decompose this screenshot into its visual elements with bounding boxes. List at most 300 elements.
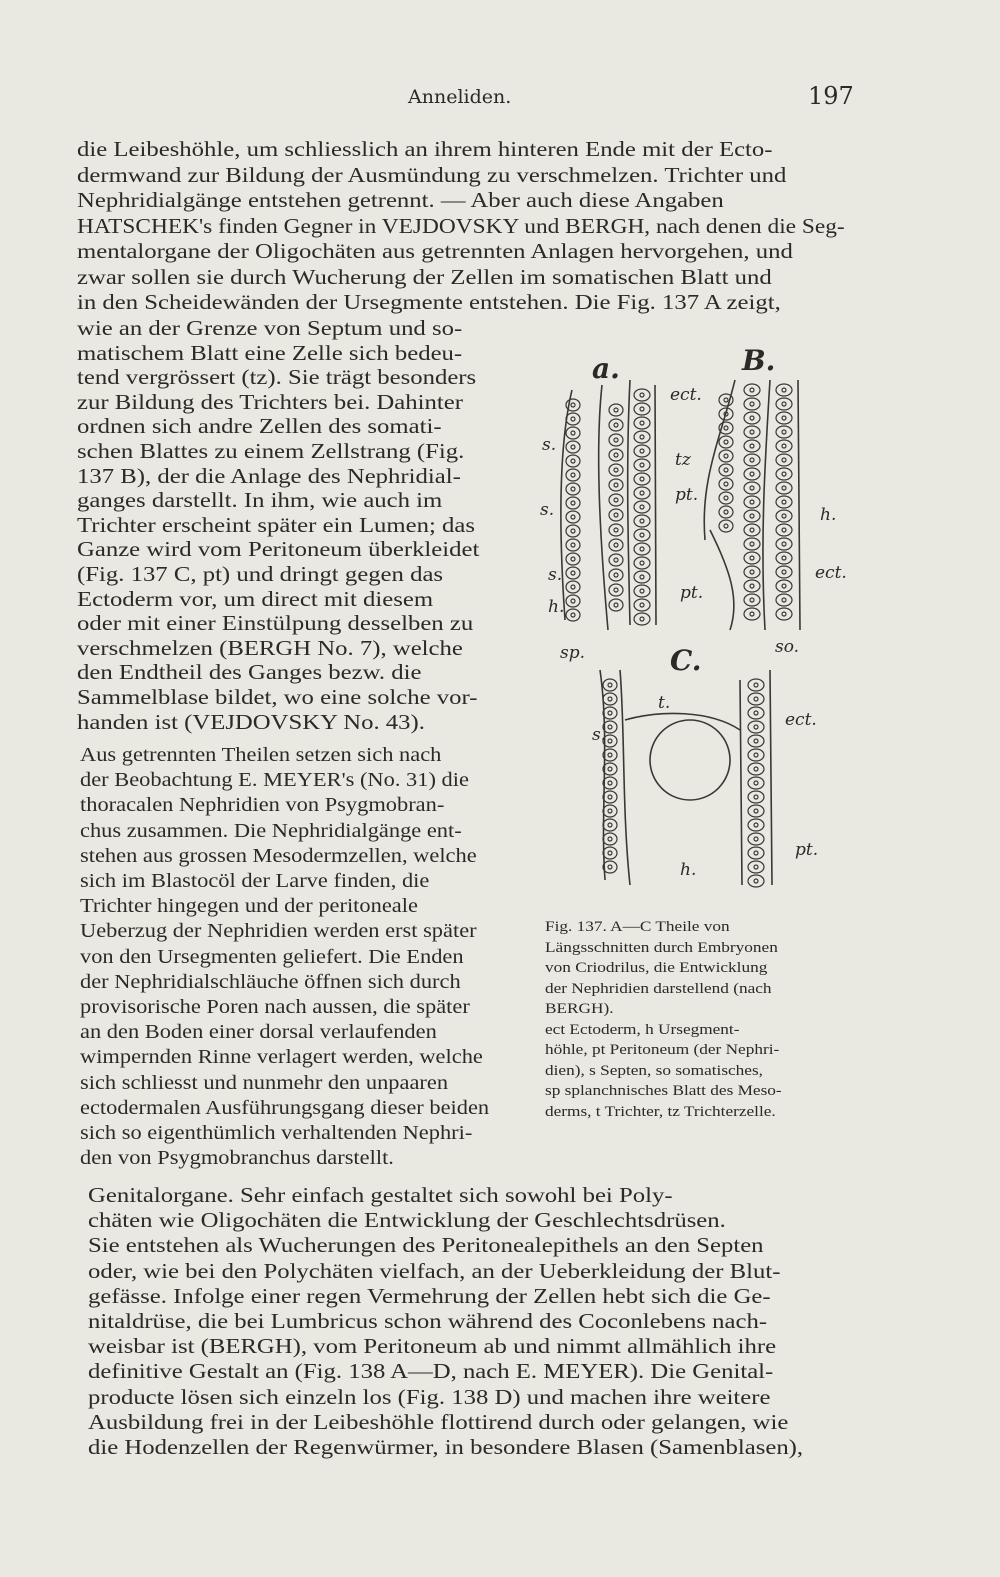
fig-cell xyxy=(634,501,650,513)
small-left-line: Trichter hingegen und der peritoneale xyxy=(80,896,418,918)
fig-cell xyxy=(748,875,764,887)
label-pt-3: pt. xyxy=(795,840,819,860)
body-bottom-line: oder, wie bei den Polychäten vielfach, an der Ueberkleidung der Blut- xyxy=(88,1258,781,1283)
fig-cell-nucleus xyxy=(571,417,575,421)
fig-cell xyxy=(634,515,650,527)
fig-cell-nucleus xyxy=(724,468,728,472)
fig-cell-nucleus xyxy=(608,781,612,785)
body-top-line: zwar sollen sie durch Wucherung der Zellen im somatischen Blatt und xyxy=(77,264,772,289)
small-left-line: sich im Blastocöl der Larve finden, die xyxy=(80,871,430,892)
fig-cell-nucleus xyxy=(750,402,754,406)
fig-cell xyxy=(566,581,580,593)
fig-cell-nucleus xyxy=(608,753,612,757)
fig-cell-nucleus xyxy=(640,603,644,607)
label-s-2: s. xyxy=(540,500,555,520)
small-left-line: sich so eigenthümlich verhaltenden Nephri- xyxy=(80,1123,473,1144)
fig-cell-nucleus xyxy=(724,496,728,500)
fig-b-outline-2 xyxy=(763,380,770,630)
fig-cell-nucleus xyxy=(782,500,786,504)
fig-cell-nucleus xyxy=(750,472,754,476)
fig-cell-nucleus xyxy=(754,711,758,715)
fig-cell-nucleus xyxy=(754,767,758,771)
fig-cell xyxy=(744,552,760,564)
body-left-line: oder mit einer Einstülpung desselben zu xyxy=(77,611,474,636)
fig-cell xyxy=(634,431,650,443)
fig-cell xyxy=(603,805,617,817)
fig-cell xyxy=(744,524,760,536)
fig-cell xyxy=(744,496,760,508)
fig-cell-nucleus xyxy=(640,561,644,565)
body-left-line: verschmelzen (BERGH No. 7), welche xyxy=(77,635,463,660)
page-number: 197 xyxy=(808,82,854,110)
fig-cell-nucleus xyxy=(614,423,618,427)
fig-cell xyxy=(609,584,623,596)
fig-cell-nucleus xyxy=(754,739,758,743)
fig-cell xyxy=(744,384,760,396)
fig-cell-nucleus xyxy=(750,388,754,392)
fig-cell xyxy=(744,594,760,606)
fig-cell-nucleus xyxy=(750,500,754,504)
fig-cell xyxy=(748,693,764,705)
fig-cell xyxy=(744,468,760,480)
fig-cell-nucleus xyxy=(640,617,644,621)
fig-cell xyxy=(744,454,760,466)
fig-cell xyxy=(634,585,650,597)
fig-cell xyxy=(748,763,764,775)
body-left-line: Sammelblase bildet, wo eine solche vor- xyxy=(77,685,478,709)
fig-cell xyxy=(603,777,617,789)
fig-cell-nucleus xyxy=(571,543,575,547)
fig-cell-nucleus xyxy=(782,556,786,560)
fig-cell-nucleus xyxy=(608,739,612,743)
fig-cell-nucleus xyxy=(640,519,644,523)
fig-cell-nucleus xyxy=(640,505,644,509)
fig-cell xyxy=(776,482,792,494)
body-bottom-line: Sie entstehen als Wucherungen des Peritonealepithels an den Septen xyxy=(88,1233,764,1258)
body-bottom-line: weisbar ist (BERGH), vom Peritoneum ab und nimmt allmählich ihre xyxy=(88,1334,777,1359)
fig-cell xyxy=(566,567,580,579)
fig-cell xyxy=(776,538,792,550)
fig-cell-nucleus xyxy=(750,612,754,616)
body-bottom-line: producte lösen sich einzeln los (Fig. 138 D) und machen ihre weitere xyxy=(88,1384,771,1409)
fig-cell-nucleus xyxy=(782,402,786,406)
fig-cell-nucleus xyxy=(750,514,754,518)
fig-cell xyxy=(634,459,650,471)
fig-cell xyxy=(634,403,650,415)
fig-cell xyxy=(634,445,650,457)
fig-cell-nucleus xyxy=(754,725,758,729)
fig-cell-nucleus xyxy=(571,473,575,477)
fig-cell-nucleus xyxy=(571,613,575,617)
fig-cell-nucleus xyxy=(750,444,754,448)
fig-cell xyxy=(748,861,764,873)
fig-cell xyxy=(634,613,650,625)
fig-cell-nucleus xyxy=(750,556,754,560)
label-ect-3: ect. xyxy=(785,710,817,730)
fig-cell xyxy=(609,494,623,506)
fig-cell xyxy=(776,510,792,522)
fig-cell-nucleus xyxy=(754,683,758,687)
fig-cell xyxy=(776,426,792,438)
fig-cell xyxy=(609,554,623,566)
body-top-line: Nephridialgänge entstehen getrennt. — Aber auch diese Angaben xyxy=(77,188,724,212)
fig-cell-nucleus xyxy=(754,795,758,799)
fig-cell-nucleus xyxy=(724,440,728,444)
fig-cell-nucleus xyxy=(640,435,644,439)
fig-cell xyxy=(744,510,760,522)
fig-cell xyxy=(566,525,580,537)
fig-cell-nucleus xyxy=(571,445,575,449)
caption-line: der Nephridien darstellend (nach xyxy=(545,980,772,997)
fig-cell-nucleus xyxy=(754,809,758,813)
fig-cell-nucleus xyxy=(608,767,612,771)
body-left-line: matischem Blatt eine Zelle sich bedeu- xyxy=(77,340,463,365)
body-top-line: mentalorgane der Oligochäten aus getrennten Anlagen hervorgehen, und xyxy=(77,239,793,263)
fig-cell-nucleus xyxy=(754,837,758,841)
fig-cell xyxy=(609,539,623,551)
fig-cell-nucleus xyxy=(608,865,612,869)
fig-cell-nucleus xyxy=(614,453,618,457)
figure-137-illustration xyxy=(530,340,860,900)
fig-cell-nucleus xyxy=(750,598,754,602)
fig-cell-nucleus xyxy=(754,753,758,757)
fig-cell-nucleus xyxy=(754,823,758,827)
fig-cell xyxy=(776,384,792,396)
fig-cell xyxy=(609,479,623,491)
fig-cell xyxy=(719,492,733,504)
fig-cell-nucleus xyxy=(608,823,612,827)
fig-cell xyxy=(744,538,760,550)
fig-cell xyxy=(603,791,617,803)
small-left-line: sich schliesst und nunmehr den unpaaren xyxy=(80,1072,449,1094)
fig-cell-nucleus xyxy=(782,444,786,448)
fig-cell xyxy=(603,707,617,719)
fig-cell xyxy=(609,569,623,581)
caption-line: höhle, pt Peritoneum (der Nephri- xyxy=(545,1042,780,1058)
fig-cell-nucleus xyxy=(724,398,728,402)
page-header xyxy=(0,82,1000,116)
fig-cell-nucleus xyxy=(571,459,575,463)
fig-a-outline-4 xyxy=(655,385,656,625)
fig-cell xyxy=(719,506,733,518)
fig-cell-nucleus xyxy=(614,528,618,532)
fig-cell-nucleus xyxy=(782,612,786,616)
fig-c-funnel xyxy=(650,720,730,800)
fig-cell-nucleus xyxy=(640,575,644,579)
fig-c-outline-3 xyxy=(740,680,742,885)
fig-cell xyxy=(634,599,650,611)
fig-cell-nucleus xyxy=(571,487,575,491)
small-left-line: den von Psygmobranchus darstellt. xyxy=(80,1148,394,1170)
fig-cell xyxy=(566,609,580,621)
fig-cell xyxy=(566,511,580,523)
small-left-line: provisorische Poren nach aussen, die später xyxy=(80,997,470,1018)
fig-cell xyxy=(776,566,792,578)
fig-cell xyxy=(776,440,792,452)
fig-c-outline-2 xyxy=(620,670,630,885)
label-s-1: s. xyxy=(542,435,557,455)
label-pt-1: pt. xyxy=(675,485,699,505)
body-bottom-line: gefässe. Infolge einer regen Vermehrung der Zellen hebt sich die Ge- xyxy=(88,1283,771,1308)
fig-a-outline-3 xyxy=(628,380,630,625)
small-left-line: thoracalen Nephridien von Psygmobran- xyxy=(80,795,445,817)
fig-cell xyxy=(609,434,623,446)
label-h-2: h. xyxy=(548,597,565,617)
fig-cell xyxy=(634,571,650,583)
fig-cell xyxy=(634,487,650,499)
fig-cell xyxy=(603,861,617,873)
fig-cell xyxy=(776,412,792,424)
fig-cell-nucleus xyxy=(640,477,644,481)
fig-cell-nucleus xyxy=(571,529,575,533)
fig-cell-nucleus xyxy=(640,547,644,551)
fig-cell xyxy=(566,441,580,453)
fig-cell-nucleus xyxy=(608,683,612,687)
fig-cell xyxy=(744,412,760,424)
body-top-line: dermwand zur Bildung der Ausmündung zu verschmelzen. Trichter und xyxy=(77,162,787,187)
fig-cell xyxy=(776,468,792,480)
fig-cell xyxy=(748,805,764,817)
fig-cell-nucleus xyxy=(640,407,644,411)
fig-cell xyxy=(744,482,760,494)
fig-cell xyxy=(566,483,580,495)
fig-cell-nucleus xyxy=(614,498,618,502)
fig-cell xyxy=(603,819,617,831)
fig-cell xyxy=(719,436,733,448)
fig-cell-nucleus xyxy=(608,725,612,729)
fig-cell-nucleus xyxy=(640,491,644,495)
fig-cell xyxy=(748,847,764,859)
fig-cell xyxy=(609,419,623,431)
small-left-line: an den Boden einer dorsal verlaufenden xyxy=(80,1022,437,1044)
fig-cell-nucleus xyxy=(782,486,786,490)
fig-cell-nucleus xyxy=(754,851,758,855)
body-top-line: HATSCHEK's finden Gegner in VEJDOVSKY und BERGH, nach denen die Seg- xyxy=(77,213,845,238)
small-left-line: Aus getrennten Theilen setzen sich nach xyxy=(80,745,442,766)
fig-c-outline-5 xyxy=(625,713,740,730)
caption-line: Fig. 137. A—C Theile von xyxy=(545,919,730,935)
fig-cell xyxy=(634,417,650,429)
fig-cell xyxy=(566,413,580,425)
body-left-line: ganges darstellt. In ihm, wie auch im xyxy=(77,488,443,513)
fig-b-outline-4 xyxy=(710,530,734,630)
fig-cell xyxy=(603,833,617,845)
body-bottom-line: die Hodenzellen der Regenwürmer, in besondere Blasen (Samenblasen), xyxy=(88,1435,804,1459)
fig-cell xyxy=(566,497,580,509)
fig-cell-nucleus xyxy=(782,472,786,476)
fig-cell-nucleus xyxy=(571,599,575,603)
fig-cell-nucleus xyxy=(782,528,786,532)
fig-cell xyxy=(603,693,617,705)
fig-cell-nucleus xyxy=(782,416,786,420)
fig-cell-nucleus xyxy=(782,514,786,518)
fig-cell xyxy=(634,557,650,569)
body-left-line: den Endtheil des Ganges bezw. die xyxy=(77,660,422,685)
fig-cell-nucleus xyxy=(571,403,575,407)
label-so: so. xyxy=(775,637,800,657)
fig-cell-nucleus xyxy=(614,408,618,412)
fig-cell-nucleus xyxy=(608,851,612,855)
small-left-line: Ueberzug der Nephridien werden erst später xyxy=(80,921,477,943)
fig-cell-nucleus xyxy=(614,483,618,487)
fig-cell-nucleus xyxy=(614,438,618,442)
fig-cell xyxy=(748,749,764,761)
body-left-line: zur Bildung des Trichters bei. Dahinter xyxy=(77,389,463,414)
fig-cell-nucleus xyxy=(782,458,786,462)
fig-cell xyxy=(566,539,580,551)
fig-cell xyxy=(776,608,792,620)
fig-cell-nucleus xyxy=(608,795,612,799)
running-title: Anneliden. xyxy=(408,86,512,108)
fig-cell-nucleus xyxy=(782,598,786,602)
caption-line: derms, t Trichter, tz Trichterzelle. xyxy=(545,1103,776,1120)
caption-line: BERGH). xyxy=(545,1001,614,1017)
label-tz: tz xyxy=(675,450,691,470)
fig-cell xyxy=(609,404,623,416)
body-left-line: Ectoderm vor, um direct mit diesem xyxy=(77,586,434,611)
body-top-line: die Leibeshöhle, um schliesslich an ihrem hinteren Ende mit der Ecto- xyxy=(77,137,773,161)
fig-cell xyxy=(719,478,733,490)
fig-cell xyxy=(719,450,733,462)
body-top-line: in den Scheidewänden der Ursegmente entstehen. Die Fig. 137 A zeigt, xyxy=(77,290,781,314)
fig-cell-nucleus xyxy=(754,879,758,883)
body-bottom-line: Genitalorgane. Sehr einfach gestaltet sich sowohl bei Poly- xyxy=(88,1183,673,1207)
fig-cell-nucleus xyxy=(571,557,575,561)
fig-cell-nucleus xyxy=(614,558,618,562)
fig-cell-nucleus xyxy=(571,431,575,435)
fig-cell xyxy=(719,520,733,532)
fig-cell-nucleus xyxy=(608,711,612,715)
small-left-line: von den Ursegmenten geliefert. Die Enden xyxy=(80,946,464,968)
fig-cell-nucleus xyxy=(782,584,786,588)
fig-cell-nucleus xyxy=(571,515,575,519)
fig-cell-nucleus xyxy=(750,486,754,490)
small-left-line: der Nephridialschläuche öffnen sich durch xyxy=(80,971,461,993)
fig-cell xyxy=(719,394,733,406)
fig-cell xyxy=(603,847,617,859)
fig-cell-nucleus xyxy=(614,603,618,607)
label-t: t. xyxy=(658,693,671,713)
fig-cell xyxy=(748,833,764,845)
caption-line: sp splanchnisches Blatt des Meso- xyxy=(545,1083,782,1099)
fig-cell-nucleus xyxy=(614,543,618,547)
body-left-line: Ganze wird vom Peritoneum überkleidet xyxy=(77,537,480,562)
body-left-line: tend vergrössert (tz). Sie trägt besonders xyxy=(77,365,477,390)
body-left-line: 137 B), der die Anlage des Nephridial- xyxy=(77,463,461,488)
fig-cell-nucleus xyxy=(754,781,758,785)
fig-cell xyxy=(748,735,764,747)
fig-cell xyxy=(776,524,792,536)
label-c: C. xyxy=(670,644,702,677)
fig-c-outline-4 xyxy=(770,670,772,885)
fig-cell-nucleus xyxy=(614,573,618,577)
fig-cell-nucleus xyxy=(782,542,786,546)
fig-cell-nucleus xyxy=(750,458,754,462)
fig-cell-nucleus xyxy=(782,430,786,434)
fig-cell-nucleus xyxy=(724,524,728,528)
label-ect-1: ect. xyxy=(670,385,702,405)
body-left-line: ordnen sich andre Zellen des somati- xyxy=(77,414,442,439)
fig-cell xyxy=(609,524,623,536)
fig-cell-nucleus xyxy=(571,501,575,505)
body-bottom-line: Ausbildung frei in der Leibeshöhle flottirend durch oder gelangen, wie xyxy=(88,1409,789,1434)
fig-cell xyxy=(748,707,764,719)
caption-line: von Criodrilus, die Entwicklung xyxy=(545,960,768,976)
fig-cell-nucleus xyxy=(750,584,754,588)
fig-cell xyxy=(719,464,733,476)
fig-cell-nucleus xyxy=(724,510,728,514)
fig-cell xyxy=(776,594,792,606)
body-left-line: wie an der Grenze von Septum und so- xyxy=(77,316,463,340)
body-left-line: Trichter erscheint später ein Lumen; das xyxy=(77,512,476,537)
fig-b-outline-3 xyxy=(798,380,800,630)
fig-cell xyxy=(748,679,764,691)
fig-cell xyxy=(634,543,650,555)
fig-cell xyxy=(744,440,760,452)
figure-137 xyxy=(530,340,860,900)
fig-cell-nucleus xyxy=(724,482,728,486)
label-ect-2: ect. xyxy=(815,563,847,583)
fig-cell-nucleus xyxy=(750,542,754,546)
fig-cell xyxy=(748,721,764,733)
fig-cell xyxy=(776,454,792,466)
caption-line: ect Ectoderm, h Ursegment- xyxy=(545,1021,740,1038)
caption-line: Längsschnitten durch Embryonen xyxy=(545,939,778,956)
fig-cell-nucleus xyxy=(614,588,618,592)
fig-cell xyxy=(748,791,764,803)
fig-cell-nucleus xyxy=(640,589,644,593)
fig-cell-nucleus xyxy=(608,697,612,701)
fig-cell-nucleus xyxy=(754,697,758,701)
fig-cell xyxy=(566,595,580,607)
fig-cell-nucleus xyxy=(640,463,644,467)
label-b: B. xyxy=(742,344,776,377)
fig-cell-nucleus xyxy=(782,570,786,574)
fig-cell xyxy=(566,553,580,565)
label-pt-2: pt. xyxy=(680,583,704,603)
fig-cell xyxy=(603,679,617,691)
body-left-line: (Fig. 137 C, pt) und dringt gegen das xyxy=(77,562,444,586)
fig-cell xyxy=(744,398,760,410)
fig-cell xyxy=(744,566,760,578)
fig-cell-nucleus xyxy=(640,421,644,425)
fig-cell xyxy=(566,469,580,481)
fig-cell xyxy=(744,580,760,592)
label-a: a. xyxy=(592,352,620,385)
small-left-line: ectodermalen Ausführungsgang dieser beiden xyxy=(80,1097,490,1119)
fig-cell xyxy=(609,599,623,611)
label-sp: sp. xyxy=(560,643,586,663)
fig-cell xyxy=(566,455,580,467)
fig-cell xyxy=(634,529,650,541)
fig-a-outline-2 xyxy=(599,385,608,630)
fig-cell-nucleus xyxy=(750,430,754,434)
fig-cell-nucleus xyxy=(640,533,644,537)
fig-cell-nucleus xyxy=(750,528,754,532)
fig-cell-nucleus xyxy=(640,449,644,453)
fig-cell-nucleus xyxy=(608,809,612,813)
fig-cell-nucleus xyxy=(571,571,575,575)
fig-cell xyxy=(748,777,764,789)
label-s-3: s. xyxy=(548,565,563,585)
fig-cell-nucleus xyxy=(614,468,618,472)
small-left-line: stehen aus grossen Mesodermzellen, welche xyxy=(80,845,477,867)
fig-cell-nucleus xyxy=(724,454,728,458)
fig-cell-nucleus xyxy=(750,416,754,420)
fig-cell-nucleus xyxy=(640,393,644,397)
body-bottom-line: definitive Gestalt an (Fig. 138 A—D, nach E. MEYER). Die Genital- xyxy=(88,1359,774,1384)
body-left-line: schen Blattes zu einem Zellstrang (Fig. xyxy=(77,439,465,463)
